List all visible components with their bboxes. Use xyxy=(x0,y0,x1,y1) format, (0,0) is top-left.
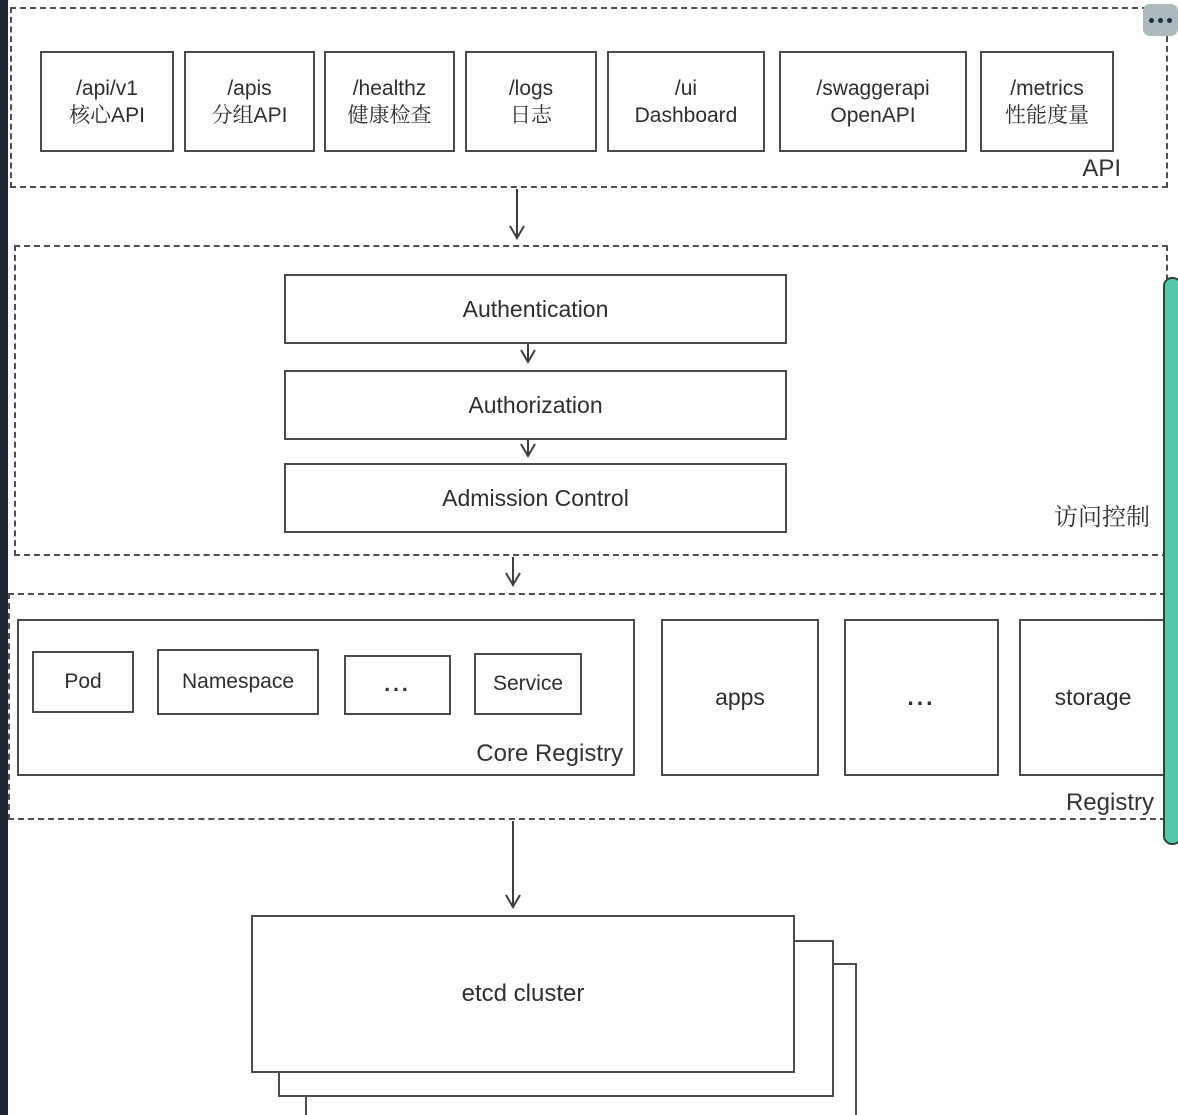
stage-admission-control xyxy=(284,463,787,533)
api-endpoint-box-ui-dashboard xyxy=(607,51,765,152)
api-endpoint-box-metrics xyxy=(980,51,1114,152)
etcd-cluster-label: etcd cluster xyxy=(461,980,585,1007)
resource-box-ellipsis xyxy=(344,655,451,715)
endpoint-desc: Dashboard xyxy=(634,103,738,127)
endpoint-desc: 性能度量 xyxy=(1005,103,1089,127)
endpoint-path: /apis xyxy=(227,76,272,100)
api-endpoint-box-healthz xyxy=(324,51,455,152)
endpoint-desc: OpenAPI xyxy=(830,103,916,127)
endpoint-path: /swaggerapi xyxy=(816,76,930,100)
endpoint-path: /ui xyxy=(674,76,698,100)
core-registry-box xyxy=(17,619,635,776)
group-label: apps xyxy=(715,684,765,710)
registry-group-box-apps xyxy=(661,619,819,776)
registry-group-box-storage xyxy=(1019,619,1167,776)
core-registry-label: Core Registry xyxy=(476,740,623,767)
api-endpoint-box-core-api xyxy=(40,51,174,152)
endpoint-desc: 分组API xyxy=(211,103,288,127)
endpoint-path: /logs xyxy=(508,76,554,100)
resource-label: Namespace xyxy=(181,670,295,693)
endpoint-desc: 核心API xyxy=(69,103,145,127)
window-edge-strip xyxy=(0,0,8,1115)
ellipsis-icon xyxy=(1158,18,1163,23)
api-section-label: API xyxy=(1082,155,1121,182)
ellipsis-text: ... xyxy=(384,673,411,696)
api-endpoint-box-logs xyxy=(465,51,597,152)
group-label: storage xyxy=(1054,684,1132,710)
resource-box-service xyxy=(474,653,582,715)
stage-label: Admission Control xyxy=(442,484,629,511)
api-endpoint-box-group-api xyxy=(184,51,315,152)
stage-label: Authentication xyxy=(462,295,609,322)
endpoint-desc: 健康检查 xyxy=(347,103,432,127)
stage-authorization xyxy=(284,370,787,440)
registry-section xyxy=(8,593,1166,820)
access-control-section-label: 访问控制 xyxy=(1054,504,1150,531)
endpoint-path: /api/v1 xyxy=(76,76,138,100)
etcd-cluster-box xyxy=(251,915,795,1073)
access-control-section xyxy=(14,245,1168,556)
ellipsis-icon xyxy=(1149,18,1154,23)
scrollbar-thumb[interactable] xyxy=(1163,277,1178,845)
resource-box-namespace xyxy=(157,649,319,715)
api-section xyxy=(10,7,1168,188)
registry-section-label: Registry xyxy=(1065,789,1154,816)
more-options-button[interactable] xyxy=(1143,4,1178,36)
endpoint-path: /metrics xyxy=(1010,76,1084,100)
endpoint-desc: 日志 xyxy=(510,103,552,127)
ellipsis-icon xyxy=(1167,18,1172,23)
resource-label: Service xyxy=(492,672,564,695)
ellipsis-text: ... xyxy=(907,684,936,710)
api-endpoint-box-swaggerapi xyxy=(779,51,967,152)
stage-authentication xyxy=(284,274,787,344)
resource-label: Pod xyxy=(64,670,102,693)
endpoint-path: /healthz xyxy=(352,76,427,100)
registry-group-box-ellipsis xyxy=(844,619,999,776)
resource-box-pod xyxy=(32,651,134,713)
stage-label: Authorization xyxy=(468,391,603,418)
